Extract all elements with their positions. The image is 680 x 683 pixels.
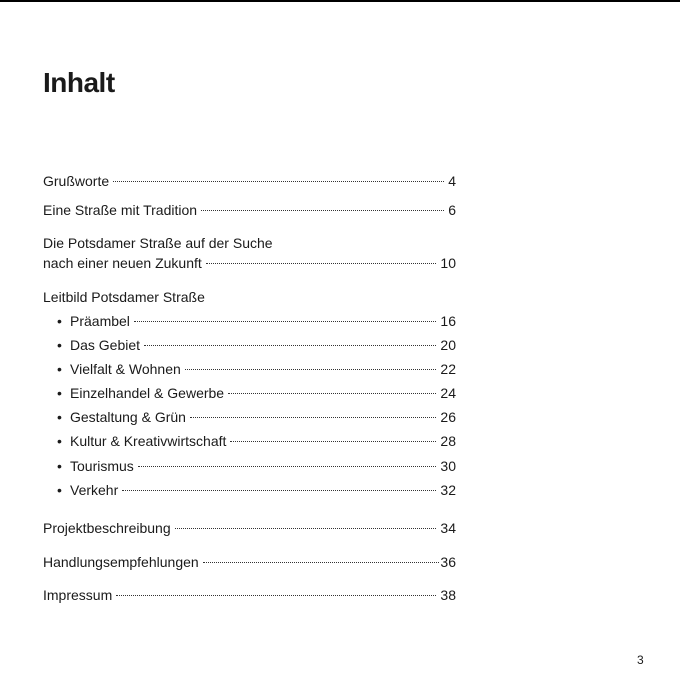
- toc-entry-handlung[interactable]: [43, 553, 456, 571]
- toc-entry-label: Grußworte: [43, 173, 110, 189]
- dot-leader: [203, 562, 440, 563]
- toc-entry-label: Präambel: [70, 313, 130, 329]
- toc-entry-page: 36: [440, 554, 456, 570]
- toc-entry-zukunft[interactable]: [43, 254, 456, 272]
- toc-entry-page: 6: [448, 202, 456, 218]
- toc-entry-page: 4: [448, 173, 456, 189]
- toc-entry-grussworte[interactable]: [43, 172, 456, 190]
- dot-leader: [113, 181, 444, 182]
- toc-entry-page: 32: [440, 482, 456, 498]
- dot-leader: [185, 369, 437, 370]
- toc-entry-page: 16: [440, 313, 456, 329]
- dot-leader: [144, 345, 436, 346]
- toc-entry-label: Einzelhandel & Gewerbe: [70, 385, 225, 401]
- toc-entry-label: Projektbeschreibung: [43, 520, 171, 536]
- toc-entry-page: 28: [440, 433, 456, 449]
- toc-entry-label: Verkehr: [70, 482, 119, 498]
- toc-entry-projekt[interactable]: [43, 519, 456, 537]
- toc-subitem-praeambel[interactable]: [70, 312, 456, 330]
- toc-section-leitbild[interactable]: Leitbild Potsdamer Straße: [43, 289, 205, 305]
- bullet-icon: •: [57, 361, 62, 377]
- toc-entry-label: nach einer neuen Zukunft: [43, 255, 202, 271]
- toc-subitem-gebiet[interactable]: [70, 336, 456, 354]
- toc-entry-label: Vielfalt & Wohnen: [70, 361, 181, 377]
- top-border-rule: [0, 0, 680, 2]
- toc-entry-page: 24: [440, 385, 456, 401]
- toc-entry-page: 22: [440, 361, 456, 377]
- toc-subitem-vielfalt[interactable]: [70, 360, 456, 378]
- bullet-icon: •: [57, 433, 62, 449]
- toc-entry-page: 20: [440, 337, 456, 353]
- dot-leader: [138, 466, 437, 467]
- toc-subitem-tourismus[interactable]: [70, 457, 456, 475]
- toc-entry-label: Impressum: [43, 587, 113, 603]
- page-title: Inhalt: [43, 67, 115, 98]
- dot-leader: [116, 595, 436, 596]
- dot-leader: [175, 528, 437, 529]
- bullet-icon: •: [57, 385, 62, 401]
- toc-entry-label: Tourismus: [70, 458, 134, 474]
- toc-entry-page: 38: [440, 587, 456, 603]
- dot-leader: [228, 393, 436, 394]
- page-number: 3: [637, 653, 644, 667]
- toc-entry-impressum[interactable]: [43, 586, 456, 604]
- dot-leader: [122, 490, 436, 491]
- bullet-icon: •: [57, 337, 62, 353]
- toc-entry-zukunft-line1[interactable]: Die Potsdamer Straße auf der Suche: [43, 235, 273, 251]
- toc-subitem-kultur[interactable]: [70, 432, 456, 450]
- bullet-icon: •: [57, 482, 62, 498]
- toc-subitem-verkehr[interactable]: [70, 481, 456, 499]
- bullet-icon: •: [57, 458, 62, 474]
- dot-leader: [230, 441, 436, 442]
- toc-entry-page: 26: [440, 409, 456, 425]
- toc-entry-page: 30: [440, 458, 456, 474]
- toc-entry-label: Handlungsempfehlungen: [43, 554, 199, 570]
- toc-entry-label: Kultur & Kreativwirtschaft: [70, 433, 227, 449]
- toc-entry-tradition[interactable]: [43, 201, 456, 219]
- toc-subitem-gestaltung[interactable]: [70, 408, 456, 426]
- toc-entry-page: 10: [440, 255, 456, 271]
- dot-leader: [190, 417, 436, 418]
- dot-leader: [206, 263, 437, 264]
- toc-subitem-einzelhandel[interactable]: [70, 384, 456, 402]
- toc-entry-label: Das Gebiet: [70, 337, 141, 353]
- toc-entry-label: Eine Straße mit Tradition: [43, 202, 198, 218]
- dot-leader: [201, 210, 444, 211]
- toc-entry-label: Gestaltung & Grün: [70, 409, 186, 425]
- toc-entry-page: 34: [440, 520, 456, 536]
- dot-leader: [134, 321, 437, 322]
- bullet-icon: •: [57, 313, 62, 329]
- bullet-icon: •: [57, 409, 62, 425]
